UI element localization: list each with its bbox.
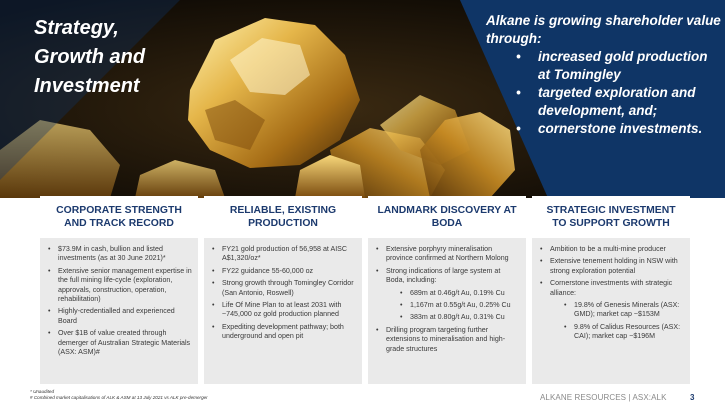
sub-list-item: • 19.8% of Genesis Minerals (ASX: GMD); market cap ~$153M [550, 301, 684, 320]
pillar-columns [40, 196, 690, 386]
list-item: • Life Of Mine Plan to at least 2031 with ~745,000 oz gold production planned [210, 301, 356, 320]
pillar-investment [532, 196, 690, 384]
tagline-bullet: • targeted exploration and development, and; [486, 84, 722, 120]
sub-list-item: • 383m at 0.80g/t Au, 0.31% Cu [386, 313, 520, 322]
title-line: Strategy, [34, 17, 119, 39]
title-line: Investment [34, 75, 140, 97]
pillar-heading: LANDMARK DISCOVERY AT BODA [368, 196, 526, 238]
list-item: • $73.9M in cash, bullion and listed investments (as at 30 June 2021)* [46, 245, 192, 264]
pillar-production [204, 196, 362, 384]
list-item: • Strong growth through Tomingley Corridor (San Antonio, Roswell) [210, 279, 356, 298]
list-item: • Highly-credentialled and experienced Board [46, 307, 192, 326]
pillar-body [532, 238, 690, 384]
pillar-heading: STRATEGIC INVESTMENT TO SUPPORT GROWTH [532, 196, 690, 238]
list-item: • Extensive tenement holding in NSW with strong exploration potential [538, 257, 684, 276]
list-item: • Expediting development pathway; both underground and open pit [210, 323, 356, 342]
list-item: • Drilling program targeting further extensions to mineralisation and high-grade structures [374, 326, 520, 354]
list-item: • FY22 guidance 55-60,000 oz [210, 267, 356, 276]
slide-title [34, 14, 214, 101]
pillar-corporate [40, 196, 198, 384]
page-number: 3 [690, 393, 695, 402]
pillar-heading: CORPORATE STRENGTH AND TRACK RECORD [40, 196, 198, 238]
tagline-list [486, 48, 722, 138]
sub-list-item: • 9.8% of Calidus Resources (ASX: CAI); market cap ~$196M [550, 323, 684, 342]
sub-list-item: • 1,167m at 0.55g/t Au, 0.25% Cu [386, 301, 520, 310]
list-item: • Ambition to be a multi-mine producer [538, 245, 684, 254]
footer-brand: ALKANE RESOURCES | ASX:ALK [540, 393, 667, 402]
tagline-bullet: • increased gold production at Tomingley [486, 48, 722, 84]
list-item: • Over $1B of value created through demerger of Australian Strategic Materials (ASX: ASM)# [46, 329, 192, 357]
pillar-body [368, 238, 526, 384]
list-item [538, 279, 684, 341]
footnotes [30, 389, 208, 401]
hero-banner [0, 0, 725, 198]
pillar-body [40, 238, 198, 384]
tagline [486, 12, 722, 138]
pillar-list [374, 245, 520, 354]
sub-list [386, 289, 520, 323]
tagline-bullet: • cornerstone investments. [486, 120, 722, 138]
list-item-text: Strong indications of large system at Boda, including: [386, 266, 501, 285]
pillar-list [210, 245, 356, 342]
list-item: • FY21 gold production of 56,958 at AISC A$1,320/oz* [210, 245, 356, 264]
sub-list-item: • 689m at 0.46g/t Au, 0.19% Cu [386, 289, 520, 298]
footnote: * Unaudited [30, 389, 55, 394]
sub-list [550, 301, 684, 342]
pillar-heading: RELIABLE, EXISTING PRODUCTION [204, 196, 362, 238]
pillar-body [204, 238, 362, 384]
title-line: Growth and [34, 46, 146, 68]
pillar-discovery [368, 196, 526, 384]
pillar-list [46, 245, 192, 357]
list-item: • Extensive porphyry mineralisation province confirmed at Northern Molong [374, 245, 520, 264]
list-item-text: Cornerstone investments with strategic alliance: [550, 279, 673, 297]
list-item: • Extensive senior management expertise in the full mining life-cycle (exploration, approvals, construction, operation, rehabilitation) [46, 267, 192, 305]
list-item [374, 267, 520, 323]
pillar-list [538, 245, 684, 342]
tagline-intro: Alkane is growing shareholder value through: [486, 13, 721, 46]
footnote: # Combined market capitalisations of ALK & ASM at 13 July 2021 vs ALK pre-demerger [30, 395, 208, 400]
